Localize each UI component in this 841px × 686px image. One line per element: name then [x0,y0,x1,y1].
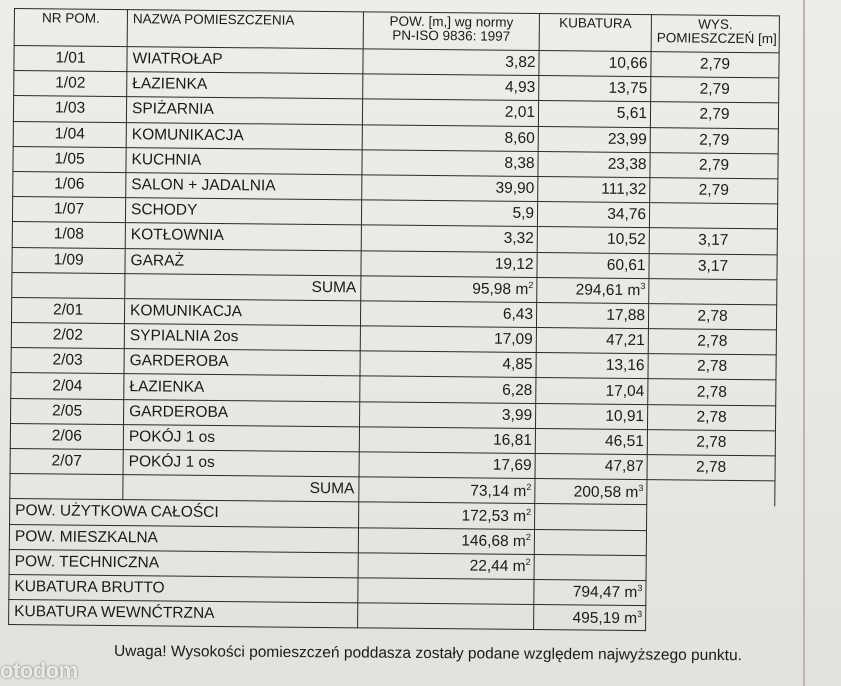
room-number: 2/03 [11,348,124,374]
room-volume: 5,61 [538,101,650,127]
room-volume: 10,52 [537,227,649,253]
header-area-line1: POW. [m,] wg normy [389,13,514,30]
room-area: 4,85 [360,351,536,378]
room-area: 3,82 [363,49,539,76]
sum-empty-cell [12,272,125,298]
summary-area [358,578,534,605]
header-height [651,15,779,53]
summary-blank [646,530,774,556]
header-name: NAZWA POMIESZCZENIA [127,10,363,49]
room-number: 1/09 [12,247,125,273]
sum-empty-cell [10,474,123,500]
room-number: 2/06 [10,423,123,449]
room-height: 2,78 [647,429,775,455]
floor1-sum-volume-unit: 3 [640,281,646,292]
floor2-sum-volume [535,479,647,505]
footnote: Uwaga! Wysokości pomieszczeń poddasza zostały podane względem najwyższego punktu. [113,642,743,665]
room-name: SCHODY [125,198,361,225]
header-height-line1: WYS. [698,16,733,32]
floor2-sum-area-value: 73,14 m [470,482,527,500]
page-edge [803,0,805,686]
watermark-logo: otodom [0,658,78,683]
room-area: 2,01 [362,99,538,126]
summary-area [358,553,534,580]
floor2-sum-label: SUMA [123,475,359,502]
floor1-rows [12,46,779,280]
room-volume: 60,61 [537,252,649,278]
room-name: GARDEROBA [124,349,360,376]
room-name: POKÓJ 1 os [123,450,359,477]
summary-area [358,527,534,554]
floor1-sum-area [361,276,537,303]
summary-blank [646,581,774,607]
room-number: 1/07 [12,197,125,223]
room-number: 1/06 [13,171,126,197]
room-height: 2,78 [648,303,776,329]
room-height: 2,79 [650,127,778,153]
room-volume: 10,66 [539,51,651,77]
summary-label: POW. MIESZKALNA [9,524,358,553]
summary-area-unit: 2 [525,532,531,543]
summary-volume-value: 495,19 m [572,609,638,627]
room-area: 6,43 [360,301,536,328]
summary-area-value: 22,44 m [469,557,526,576]
room-height: 2,78 [648,379,776,405]
room-name: SPIŻARNIA [126,97,362,124]
room-area: 39,90 [362,175,538,202]
room-number: 2/07 [10,448,123,474]
room-volume: 47,87 [535,454,647,480]
summary-label: POW. TECHNICZNA [9,549,358,578]
floor1-sum-height [649,278,777,304]
room-number: 1/03 [13,96,126,122]
room-name: POKÓJ 1 os [123,424,359,451]
summary-label: KUBATURA BRUTTO [9,574,358,603]
summary-area-value: 172,53 m [461,507,527,525]
header-height-line2: POMIESZCZEŃ [m] [656,30,777,47]
room-volume: 34,76 [537,202,649,228]
room-name: KOMUNIKACJA [126,122,362,149]
room-height: 2,79 [650,178,778,204]
floor2-sum-area [359,477,535,504]
room-name: SYPIALNIA 2os [124,324,360,351]
room-number: 1/08 [12,222,125,248]
room-area: 16,81 [359,427,535,454]
floor1-sum-volume [537,277,649,303]
summary-volume-value: 794,47 m [572,584,638,602]
floor1-sum-area-value: 95,98 m [472,280,529,299]
floor1-sum-volume-value: 294,61 m [575,281,641,300]
room-number: 2/01 [11,297,124,323]
room-height: 2,79 [651,52,779,78]
room-area: 6,28 [360,376,536,403]
room-volume: 23,99 [538,126,650,152]
summary-label: KUBATURA WEWNĆTRZNA [9,600,358,629]
room-volume: 13,75 [539,76,651,102]
floor1-sum-area-unit: 2 [528,280,534,291]
room-area: 17,09 [360,326,536,353]
room-name: ŁAZIENKA [127,72,363,99]
room-area: 19,12 [361,250,537,277]
summary-area [358,603,534,630]
room-height: 2,78 [648,354,776,380]
room-area: 4,93 [363,74,539,101]
summary-volume [534,579,646,605]
room-height [649,203,777,229]
floor1-sum-label: SUMA [125,273,361,300]
room-area: 17,69 [359,452,535,479]
room-name: KOMUNIKACJA [124,298,360,325]
room-volume: 47,21 [536,328,648,354]
room-number: 1/01 [14,46,127,72]
room-name: ŁAZIENKA [124,374,360,401]
summary-area-value: 146,68 m [461,532,526,551]
header-area [363,12,539,51]
floor2-sum-area-unit: 2 [526,481,532,492]
summary-volume-unit: 3 [637,608,643,619]
room-volume: 10,91 [535,403,647,429]
room-number: 2/04 [11,373,124,399]
rooms-table [8,8,780,633]
room-number: 2/02 [11,323,124,349]
room-number: 2/05 [11,398,124,424]
summary-volume [535,504,647,530]
summary-area-unit: 2 [525,557,531,568]
room-volume: 17,88 [536,302,648,328]
summary-volume-unit: 3 [637,583,643,594]
summary-label: POW. UŻYTKOWA CAŁOŚCI [10,499,359,528]
summary-volume [534,554,646,580]
summary-volume [534,529,646,555]
floor2-sum-volume-value: 200,58 m [573,483,639,501]
room-height: 2,78 [647,404,775,430]
floor2-sum-volume-unit: 3 [638,482,644,493]
room-number: 1/02 [14,71,127,97]
room-area: 3,32 [361,225,537,252]
room-height: 2,79 [650,102,778,128]
room-area: 8,60 [362,124,538,151]
room-number: 1/04 [13,121,126,147]
summary-rows [9,499,775,632]
room-name: GARAŻ [125,248,361,275]
room-height: 2,78 [647,455,775,481]
summary-blank [647,505,775,531]
summary-blank [646,555,774,581]
room-name: KOTŁOWNIA [125,223,361,250]
room-volume: 23,38 [538,151,650,177]
summary-blank [646,606,774,632]
room-name: KUCHNIA [126,147,362,174]
room-area: 8,38 [362,150,538,177]
floor2-rows [10,297,777,481]
room-height: 2,79 [650,152,778,178]
room-height: 3,17 [649,228,777,254]
header-nr: NR POM. [14,9,127,47]
room-volume: 111,32 [538,176,650,202]
header-volume: KUBATURA [539,14,651,52]
room-height: 2,79 [651,77,779,103]
room-volume: 46,51 [535,428,647,454]
room-name: SALON + JADALNIA [126,173,362,200]
room-name: WIATROŁAP [127,47,363,74]
header-area-line2: PN-ISO 9836: 1997 [392,27,511,44]
room-area: 5,9 [361,200,537,227]
summary-area-unit: 2 [526,506,532,517]
room-volume: 17,04 [536,378,648,404]
room-height: 3,17 [649,253,777,279]
room-area: 3,99 [359,401,535,428]
summary-area [359,502,535,529]
summary-volume [534,605,646,631]
room-number: 1/05 [13,146,126,172]
floor2-sum-height [647,480,775,506]
room-name: GARDEROBA [124,399,360,426]
room-volume: 13,16 [536,353,648,379]
room-height: 2,78 [648,329,776,355]
